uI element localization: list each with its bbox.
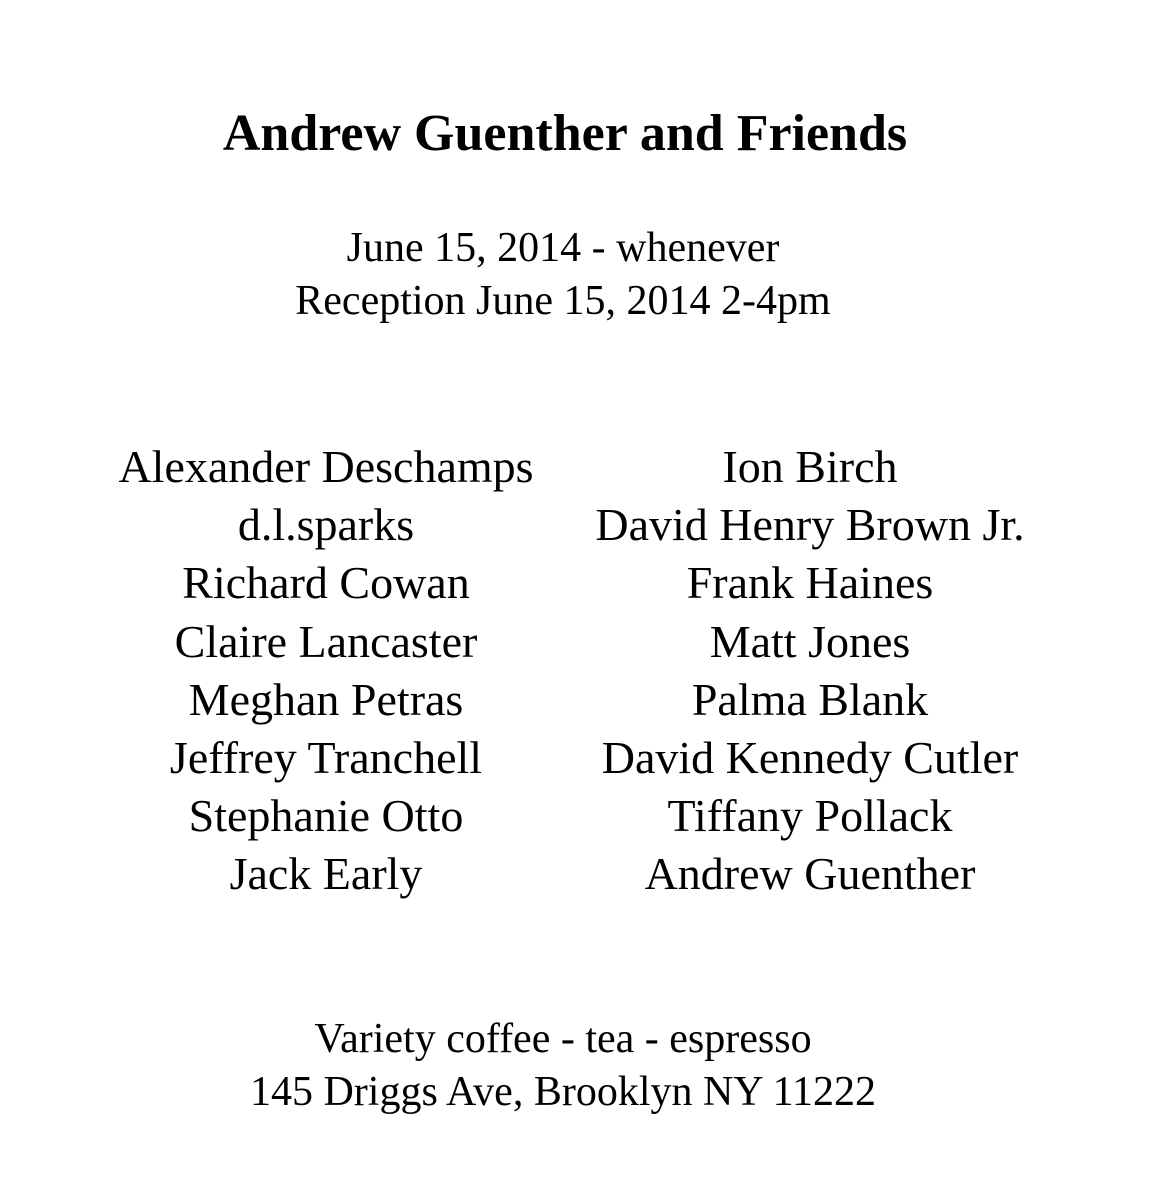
artist-name: d.l.sparks xyxy=(237,499,415,551)
artist-name: Stephanie Otto xyxy=(188,790,464,842)
artist-name: Matt Jones xyxy=(709,615,911,667)
artist-name: Claire Lancaster xyxy=(174,615,478,667)
artist-name: David Henry Brown Jr. xyxy=(595,499,1025,551)
artist-name: Andrew Guenther xyxy=(644,848,976,900)
artist-name: Richard Cowan xyxy=(182,557,470,609)
artists-right-column xyxy=(560,438,1060,904)
page-title: Andrew Guenther and Friends xyxy=(222,105,908,162)
artist-name: Jack Early xyxy=(229,848,423,900)
event-dates xyxy=(0,222,1126,328)
artist-name: Frank Haines xyxy=(686,557,934,609)
artist-name: Meghan Petras xyxy=(188,673,464,725)
artist-name: David Kennedy Cutler xyxy=(601,732,1019,784)
venue-address: 145 Driggs Ave, Brooklyn NY 11222 xyxy=(249,1069,877,1115)
artist-name: Palma Blank xyxy=(691,673,929,725)
artist-name: Alexander Deschamps xyxy=(118,441,534,492)
reception-dates: Reception June 15, 2014 2-4pm xyxy=(295,278,831,324)
venue-info xyxy=(0,1013,1126,1119)
venue-name: Variety coffee - tea - espresso xyxy=(314,1016,812,1062)
artist-name: Ion Birch xyxy=(722,441,898,492)
artist-name: Tiffany Pollack xyxy=(667,790,953,842)
artists-left-column xyxy=(76,438,576,904)
run-dates: June 15, 2014 - whenever xyxy=(346,225,780,271)
artist-name: Jeffrey Tranchell xyxy=(169,732,483,784)
